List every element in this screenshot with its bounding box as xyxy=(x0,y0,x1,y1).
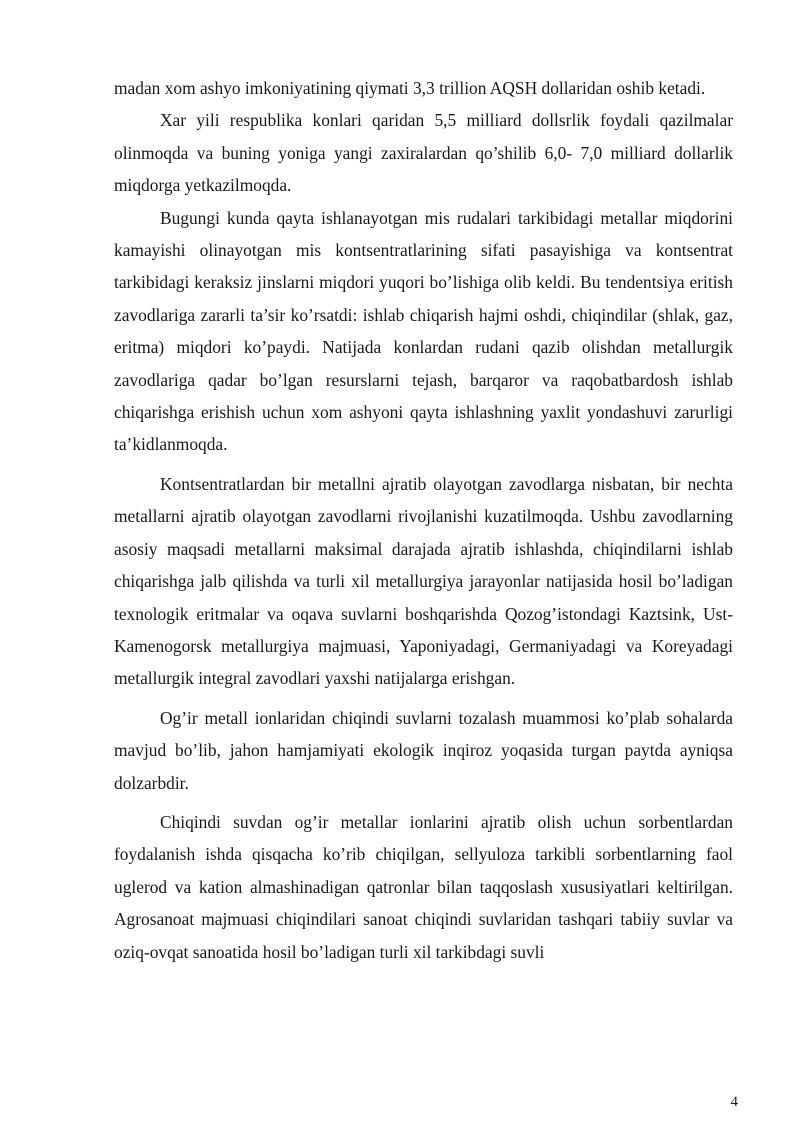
page-number: 4 xyxy=(730,1094,738,1110)
paragraph-4: Kontsentratlardan bir metallni ajratib olayotgan zavodlarga nisbatan, bir nechta metallarni ajratib olayotgan zavodlarni rivojlanishi kuzatilmoqda. Ushbu zavodlarning asosiy maqsadi metallarni maksimal darajada ajratib ishlashda, chiqindilarni ishlab chiqarishga jalb qilishda va turli xil metallurgiya jarayonlar natijasida hosil bo’ladigan texnologik eritmalar va oqava suvlarni boshqarishda Qozog’istondagi Kaztsink, Ust-Kamenogorsk metallurgiya majmuasi, Yaponiyadagi, Germaniyadagi va Koreyadagi metallurgik integral zavodlari yaxshi natijalarga erishgan. xyxy=(114,473,733,689)
paragraph-3: Bugungi kunda qayta ishlanayotgan mis rudalari tarkibidagi metallar miqdorini kamayishi olinayotgan mis kontsentratlarining sifati pasayishiga va kontsentrat tarkibidagi keraksiz jinslarni miqdori yuqori bo’lishiga olib keldi. Bu tendentsiya eritish zavodlariga zararli ta’sir ko’rsatdi: ishlab chiqarish hajmi oshdi, chiqindilar (shlak, gaz, eritma) miqdori ko’paydi. Natijada konlardan rudani qazib olishdan metallurgik zavodlariga qadar bo’lgan resurslarni tejash, barqaror va raqobatbardosh ishlab chiqarishga erishish uchun xom ashyoni qayta ishlashning yaxlit yondashuvi zarurligi ta’kidlanmoqda. xyxy=(114,207,733,455)
paragraph-2: Xar yili respublika konlari qaridan 5,5 milliard dollsrlik foydali qazilmalar olinmoqda va buning yoniga yangi zaxiralardan qo’shilib 6,0- 7,0 milliard dollarlik miqdorga yetkazilmoqda. xyxy=(114,110,733,196)
page-body xyxy=(114,72,733,968)
paragraph-5: Og’ir metall ionlaridan chiqindi suvlarni tozalash muammosi ko’plab sohalarda mavjud bo’lib, jahon hamjamiyati ekologik inqiroz yoqasida turgan paytda ayniqsa dolzarbdir. xyxy=(114,707,733,793)
paragraph-6: Chiqindi suvdan og’ir metallar ionlarini ajratib olish uchun sorbentlardan foydalanish ishda qisqacha ko’rib chiqilgan, sellyuloza tarkibli sorbentlarning faol uglerod va kation almashinadigan qatronlar bilan taqqoslash xususiyatlari keltirilgan. Agrosanoat majmuasi chiqindilari sanoat chiqindi suvlaridan tashqari tabiiy suvlar va oziq-ovqat sanoatida hosil bo’ladigan turli xil tarkibdagi suvli xyxy=(114,811,733,962)
paragraph-1: madan xom ashyo imkoniyatining qiymati 3,3 trillion AQSH dollaridan oshib ketadi. xyxy=(114,78,706,98)
